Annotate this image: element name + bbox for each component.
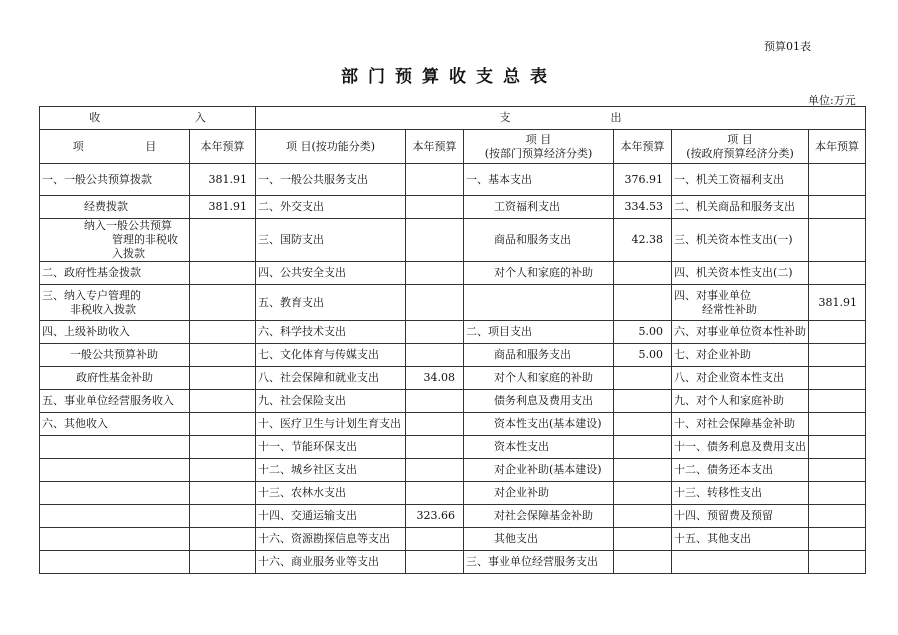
table-number-label: 预算01表 [764,40,811,53]
dept-value-cell: 5.00 [614,344,672,367]
gov-value-cell [809,262,866,285]
func-value-cell [406,390,464,413]
func-budget-header: 本年预算 [406,130,464,164]
func-item-cell: 二、外交支出 [256,196,406,219]
func-item-cell: 十六、商业服务业等支出 [256,551,406,574]
func-value-cell [406,413,464,436]
income-value-cell [190,219,256,262]
gov-item-header-line-2: (按政府预算经济分类) [686,146,794,160]
dept-item-cell: 商品和服务支出 [464,219,614,262]
gov-value-cell [809,164,866,196]
gov-value-cell [809,459,866,482]
dept-value-cell [614,436,672,459]
func-item-cell: 三、国防支出 [256,219,406,262]
func-value-cell: 323.66 [406,505,464,528]
func-value-cell [406,459,464,482]
dept-item-cell: 资本性支出(基本建设) [464,413,614,436]
income-item-cell: 政府性基金补助 [40,367,190,390]
gov-budget-header: 本年预算 [809,130,866,164]
gov-item-header [672,130,809,164]
income-item-cell [40,482,190,505]
dept-value-cell [614,413,672,436]
table-row [40,505,866,528]
table-row [40,344,866,367]
func-item-cell: 十二、城乡社区支出 [256,459,406,482]
func-item-cell: 一、一般公共服务支出 [256,164,406,196]
func-value-cell [406,219,464,262]
table-row [40,262,866,285]
income-item-cell [40,219,190,262]
dept-item-cell: 对企业补助 [464,482,614,505]
group-header-row [40,107,866,130]
dept-item-cell: 对个人和家庭的补助 [464,262,614,285]
dept-item-cell: 商品和服务支出 [464,344,614,367]
gov-value-cell [809,219,866,262]
gov-value-cell [809,482,866,505]
income-value-cell [190,344,256,367]
func-item-cell: 七、文化体育与传媒支出 [256,344,406,367]
func-item-cell: 八、社会保障和就业支出 [256,367,406,390]
income-value-cell [190,436,256,459]
dept-value-cell [614,551,672,574]
cell-line: 经常性补助 [702,302,757,316]
income-item-char-1: 项 [72,139,84,153]
func-item-cell: 十四、交通运输支出 [256,505,406,528]
income-item-cell [40,459,190,482]
cell-line: 四、对事业单位 [674,288,751,302]
budget-table [39,106,866,574]
income-group-header [40,107,256,130]
dept-value-cell: 376.91 [614,164,672,196]
dept-item-header-line-1: 项 目 [525,132,552,146]
func-value-cell [406,262,464,285]
dept-item-cell: 工资福利支出 [464,196,614,219]
income-value-cell: 381.91 [190,164,256,196]
table-row [40,321,866,344]
table-row [40,482,866,505]
table-row [40,551,866,574]
income-item-cell: 四、上级补助收入 [40,321,190,344]
func-value-cell: 34.08 [406,367,464,390]
gov-item-cell: 十四、预留费及预留 [672,505,809,528]
income-value-cell [190,459,256,482]
table-row [40,285,866,321]
dept-value-cell [614,262,672,285]
func-item-cell: 九、社会保险支出 [256,390,406,413]
income-budget-header: 本年预算 [190,130,256,164]
income-value-cell [190,413,256,436]
func-value-cell [406,196,464,219]
dept-value-cell [614,505,672,528]
gov-item-cell: 九、对个人和家庭补助 [672,390,809,413]
expense-group-header [256,107,866,130]
func-item-header: 项 目(按功能分类) [256,130,406,164]
gov-item-cell: 八、对企业资本性支出 [672,367,809,390]
gov-item-cell: 十、对社会保障基金补助 [672,413,809,436]
gov-item-cell: 一、机关工资福利支出 [672,164,809,196]
gov-item-cell: 七、对企业补助 [672,344,809,367]
func-item-cell: 十、医疗卫生与计划生育支出 [256,413,406,436]
gov-item-cell: 十三、转移性支出 [672,482,809,505]
gov-value-cell [809,196,866,219]
gov-item-header-line-1: 项 目 [727,132,753,146]
func-value-cell [406,482,464,505]
dept-item-header [464,130,614,164]
dept-value-cell [614,390,672,413]
dept-value-cell: 334.53 [614,196,672,219]
table-row [40,367,866,390]
cell-line: 三、纳入专户管理的 [42,288,141,302]
table-row [40,219,866,262]
income-item-cell [40,436,190,459]
income-item-cell: 六、其他收入 [40,413,190,436]
dept-value-cell: 42.38 [614,219,672,262]
expense-group-char-1: 支 [499,111,511,124]
func-value-cell [406,344,464,367]
unit-label: 单位:万元 [808,94,856,107]
page-title: 部门预算收支总表 [341,67,557,87]
func-item-cell: 六、科学技术支出 [256,321,406,344]
income-group-char-2: 入 [194,111,206,124]
income-item-cell [40,285,190,321]
gov-value-cell [809,528,866,551]
cell-line: 管理的非税收入拨款 [112,233,178,260]
dept-item-cell: 二、项目支出 [464,321,614,344]
gov-value-cell [809,321,866,344]
dept-item-cell [464,285,614,321]
dept-item-cell: 对个人和家庭的补助 [464,367,614,390]
table-row [40,196,866,219]
cell-line: 非税收入拨款 [70,302,136,316]
dept-item-header-line-2: (按部门预算经济分类) [484,146,593,160]
gov-item-cell: 四、机关资本性支出(二) [672,262,809,285]
func-value-cell [406,551,464,574]
dept-budget-header: 本年预算 [614,130,672,164]
gov-item-cell [672,551,809,574]
gov-value-cell [809,413,866,436]
dept-value-cell [614,459,672,482]
func-value-cell [406,164,464,196]
income-item-char-2: 目 [145,139,157,153]
gov-value-cell [809,551,866,574]
gov-value-cell [809,390,866,413]
income-item-cell: 五、事业单位经营服务收入 [40,390,190,413]
income-value-cell [190,321,256,344]
gov-value-cell [809,344,866,367]
income-item-cell [40,528,190,551]
dept-item-cell: 对社会保障基金补助 [464,505,614,528]
income-value-cell [190,505,256,528]
dept-item-cell: 一、基本支出 [464,164,614,196]
func-item-cell: 十六、资源勘探信息等支出 [256,528,406,551]
column-header-row [40,130,866,164]
table-row [40,528,866,551]
gov-value-cell [809,505,866,528]
table-row [40,413,866,436]
income-item-cell: 经费拨款 [40,196,190,219]
func-item-cell: 五、教育支出 [256,285,406,321]
income-value-cell [190,528,256,551]
gov-item-cell: 六、对事业单位资本性补助 [672,321,809,344]
table-row [40,164,866,196]
func-item-cell: 十三、农林水支出 [256,482,406,505]
income-value-cell [190,262,256,285]
income-item-cell: 一、一般公共预算拨款 [40,164,190,196]
income-value-cell [190,482,256,505]
func-value-cell [406,285,464,321]
dept-item-cell: 其他支出 [464,528,614,551]
gov-item-cell [672,285,809,321]
gov-item-cell: 十二、债务还本支出 [672,459,809,482]
gov-item-cell: 二、机关商品和服务支出 [672,196,809,219]
dept-value-cell [614,285,672,321]
income-item-cell: 二、政府性基金拨款 [40,262,190,285]
gov-item-cell: 三、机关资本性支出(一) [672,219,809,262]
gov-value-cell [809,367,866,390]
income-item-cell [40,551,190,574]
income-item-cell: 一般公共预算补助 [40,344,190,367]
income-item-cell [40,505,190,528]
dept-value-cell: 5.00 [614,321,672,344]
func-value-cell [406,436,464,459]
income-group-char-1: 收 [89,111,101,124]
cell-line: 纳入一般公共预算 [84,219,172,232]
table-row [40,390,866,413]
func-value-cell [406,528,464,551]
income-value-cell [190,551,256,574]
func-item-cell: 十一、节能环保支出 [256,436,406,459]
gov-item-cell: 十五、其他支出 [672,528,809,551]
dept-value-cell [614,367,672,390]
gov-value-cell [809,436,866,459]
table-row [40,436,866,459]
table-row [40,459,866,482]
budget-table-body [40,164,866,574]
dept-value-cell [614,482,672,505]
gov-item-cell: 十一、债务利息及费用支出 [672,436,809,459]
income-value-cell [190,390,256,413]
expense-group-char-2: 出 [610,111,622,124]
income-item-header [40,130,190,164]
dept-item-cell: 资本性支出 [464,436,614,459]
dept-item-cell: 三、事业单位经营服务支出 [464,551,614,574]
dept-value-cell [614,528,672,551]
income-value-cell [190,367,256,390]
dept-item-cell: 债务利息及费用支出 [464,390,614,413]
income-value-cell: 381.91 [190,196,256,219]
income-value-cell [190,285,256,321]
func-item-cell: 四、公共安全支出 [256,262,406,285]
func-value-cell [406,321,464,344]
gov-value-cell: 381.91 [809,285,866,321]
dept-item-cell: 对企业补助(基本建设) [464,459,614,482]
